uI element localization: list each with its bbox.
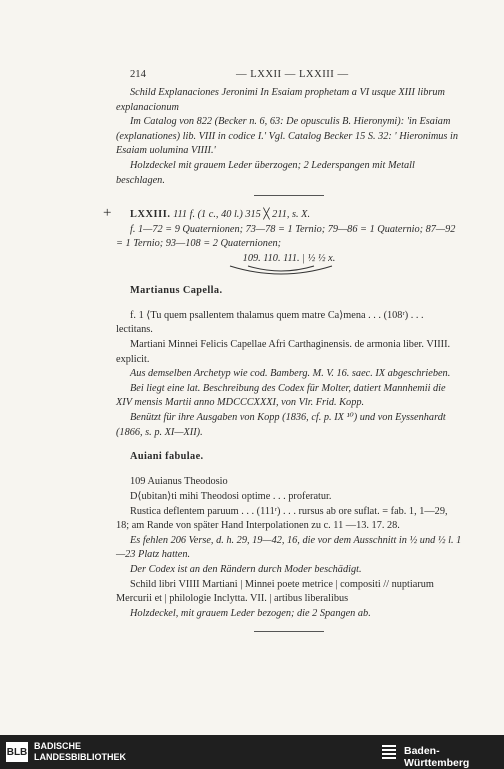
section-divider — [254, 195, 324, 196]
entry-heading — [116, 208, 462, 223]
binding-note: Holzdeckel, mit grauem Leder bezogen; die 2 Spangen ab. — [130, 607, 371, 619]
manuscript-signature: LXXIII. — [130, 209, 171, 221]
gathering-diagram — [116, 252, 462, 278]
collation: 111 f. (1 c., 40 l.) 315 ╳ 211, s. X. — [173, 209, 311, 221]
avianus-incipit: D⟨ubitan⟩ti mihi Theodosi optime . . . proferatur. — [130, 490, 332, 502]
library-name-line1: BADISCHE — [34, 741, 82, 751]
author-heading: Martianus Capella. — [130, 284, 223, 296]
intro-catalog: Im Catalog von 822 (Becker n. 6, 63: De opusculis B. Hieronymi): 'in Esaiam (explanationes) lib. VIII in codice I.' Vgl. Catalog Becker 15 S. 32: ' Hieronimus in Esaiam uolumina VIIII.' — [116, 116, 459, 157]
intro-schild: Schild Explanaciones Jeronimi In Esaiam prophetam a VI usque XIII librum explanacionum — [116, 87, 445, 113]
blb-logo-icon[interactable]: BLB — [6, 742, 28, 762]
footer-bar — [0, 735, 504, 769]
fables-heading: Auiani fabulae. — [130, 451, 204, 463]
explicit: Martiani Minnei Felicis Capellae Afri Carthaginensis. de armonia liber. VIIII. explicit. — [116, 339, 451, 365]
end-divider — [254, 631, 324, 632]
state-name[interactable]: Baden-Württemberg — [404, 745, 470, 769]
running-title: — LXXII — LXXIII — — [236, 69, 349, 80]
avianus-text: Rustica deflentem paruum . . . (111ʳ) . . . rursus ab ore suflat. = fab. 1, 1—29, 18; am Rande von später Hand Interpolationen zu c. 11 —13. 17. 28. — [116, 505, 448, 532]
incipit: f. 1 ⟨Tu quem psallentem thalamus quem matre Ca⟩mena . . . (108ʳ) . . . lectitans. — [116, 309, 424, 336]
library-name[interactable] — [34, 741, 126, 763]
page-number: 214 — [130, 69, 146, 80]
editions-note: Benützt für ihre Ausgaben von Kopp (1836, cf. p. IX ¹⁰) und von Eyssenhardt (1866, s. p. XI—XII). — [116, 411, 446, 438]
coat-of-arms-icon — [380, 743, 398, 761]
library-name-line2: LANDESBIBLIOTHEK — [34, 752, 126, 762]
damage-note: Der Codex ist an den Rändern durch Moder beschädigt. — [130, 563, 362, 575]
plus-marker: + — [103, 205, 112, 221]
missing-verses-note: Es fehlen 206 Verse, d. h. 29, 19—42, 16, die vor dem Ausschnitt in ½ und ½ l. 1—23 Platz hatten. — [116, 534, 462, 561]
body-text — [116, 86, 462, 639]
gathering-arc — [226, 264, 336, 278]
avianus-title: 109 Auianus Theodosio — [130, 476, 228, 488]
page-header — [116, 68, 462, 84]
quire-structure: f. 1—72 = 9 Quaternionen; 73—78 = 1 Ternio; 79—86 = 1 Quaternio; 87—92 = 1 Ternio; 93—108 = 2 Quaternionen; — [116, 223, 456, 250]
shelf-label: Schild libri VIIII Martiani | Minnei poete metrice | compositi // nuptiarum Mercurii et | philologie Inclytta. VII. | artibus liberalibus — [116, 578, 434, 605]
description-note: Bei liegt eine lat. Beschreibung des Codex für Molter, datiert Mannhemii die XIV mensis Martii anno MDCCCXXXI, von Vlr. Frid. Kopp. — [116, 382, 446, 409]
archetype-note: Aus demselben Archetyp wie cod. Bamberg. M. V. 16. saec. IX abgeschrieben. — [130, 368, 451, 380]
gathering-label: 109. 110. 111. | ½ ½ x. — [242, 252, 336, 264]
intro-binding: Holzdeckel mit grauem Leder überzogen; 2 Lederspangen mit Metall beschlagen. — [116, 159, 415, 186]
